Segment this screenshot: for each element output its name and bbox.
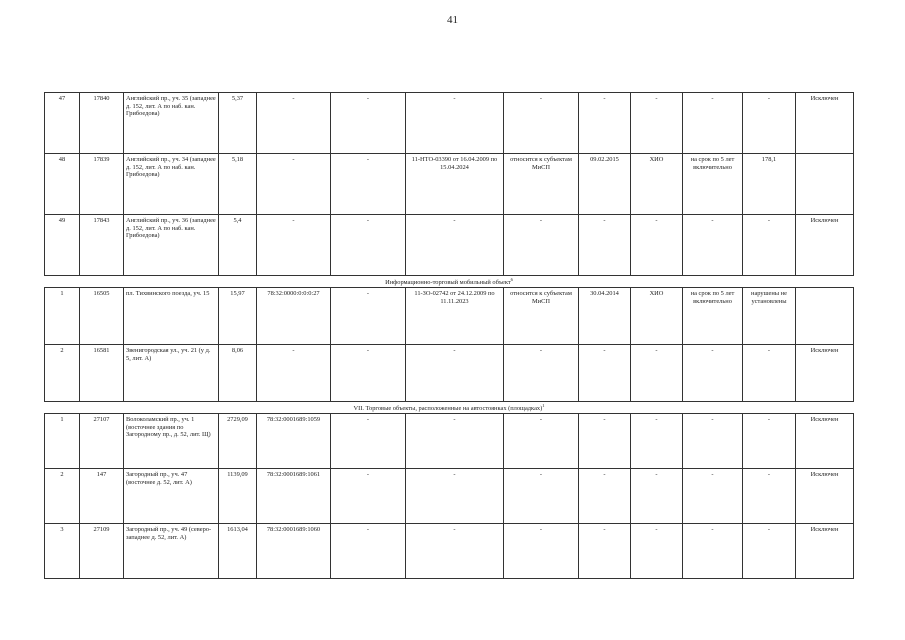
cell-col-4: - (331, 524, 406, 579)
cell-contract: 11-ЗО-02742 от 24.12.2009 по 11.11.2023 (406, 288, 504, 345)
section-footnote-mark: 6 (510, 277, 513, 282)
cell-date: - (579, 93, 631, 154)
cell-contract: - (406, 93, 504, 154)
cell-status: Исключен (796, 414, 854, 469)
cell-term: - (683, 215, 743, 276)
cell-cadastral-number: 78:32:0001689:1060 (257, 524, 331, 579)
cell-area: 15,97 (219, 288, 257, 345)
cell-col-4: - (331, 469, 406, 524)
block-2 (45, 288, 854, 402)
cell-col-4: - (331, 215, 406, 276)
cell-contract: 11-НТО-03390 от 16.04.2009 по 15.04.2024 (406, 154, 504, 215)
section-header-mobile (45, 276, 854, 288)
cell-authority: - (631, 524, 683, 579)
cell-term: на срок по 5 лет включительно (683, 154, 743, 215)
cell-date: - (579, 524, 631, 579)
cell-date: - (579, 414, 631, 469)
cell-status (796, 154, 854, 215)
cell-address: Загородный пр., уч. 49 (северо-западнее д. 52, лит. А) (124, 524, 219, 579)
cell-object-id: 17839 (80, 154, 124, 215)
section-footnote-mark: 1 (542, 403, 545, 408)
table-row (45, 93, 854, 154)
cell-area: 8,06 (219, 345, 257, 402)
cell-cadastral-number: - (257, 93, 331, 154)
page-number: 41 (447, 14, 458, 26)
cell-smb-status: - (504, 414, 579, 469)
cell-cadastral-number: 78:32:0001689:1061 (257, 469, 331, 524)
cell-contract: - (406, 469, 504, 524)
cell-area: 1613,04 (219, 524, 257, 579)
block-1 (45, 93, 854, 276)
cell-status (796, 288, 854, 345)
cell-amount: - (743, 414, 796, 469)
table-row (45, 469, 854, 524)
cell-address: Английский пр., уч. 34 (западнее д. 152, лит. А по наб. кан. Грибоедова) (124, 154, 219, 215)
cell-cadastral-number: - (257, 345, 331, 402)
cell-object-id: 147 (80, 469, 124, 524)
cell-row-number: 2 (45, 345, 80, 402)
cell-amount: - (743, 345, 796, 402)
cell-smb-status: - (504, 345, 579, 402)
cell-col-4: - (331, 414, 406, 469)
cell-address: Звенигородская ул., уч. 21 (у д. 5, лит. А) (124, 345, 219, 402)
cell-authority: - (631, 414, 683, 469)
cell-authority: - (631, 345, 683, 402)
cell-smb-status: - (504, 469, 579, 524)
cell-contract: - (406, 414, 504, 469)
table-row (45, 524, 854, 579)
cell-date: - (579, 215, 631, 276)
table-row (45, 345, 854, 402)
cell-object-id: 27109 (80, 524, 124, 579)
cell-contract: - (406, 345, 504, 402)
cell-contract: - (406, 524, 504, 579)
cell-cadastral-number: 78:32:0001689:1059 (257, 414, 331, 469)
cell-status: Исключен (796, 469, 854, 524)
cell-area: 1139,09 (219, 469, 257, 524)
cell-object-id: 17843 (80, 215, 124, 276)
cell-date: - (579, 345, 631, 402)
cell-row-number: 49 (45, 215, 80, 276)
cell-address: Загородный пр., уч. 47 (восточнее д. 52, лит. А) (124, 469, 219, 524)
cell-object-id: 16581 (80, 345, 124, 402)
cell-row-number: 2 (45, 469, 80, 524)
cell-row-number: 3 (45, 524, 80, 579)
cell-area: 2729,09 (219, 414, 257, 469)
section-header-vii (45, 402, 854, 414)
cell-authority: ХИО (631, 154, 683, 215)
table-row (45, 215, 854, 276)
cell-status: Исключен (796, 524, 854, 579)
block-3 (45, 414, 854, 579)
table-row (45, 414, 854, 469)
cell-col-4: - (331, 345, 406, 402)
cell-authority: ХИО (631, 288, 683, 345)
cell-amount: нарушены не установлены (743, 288, 796, 345)
cell-term: на срок по 5 лет включительно (683, 288, 743, 345)
table-row (45, 288, 854, 345)
cell-term: - (683, 93, 743, 154)
cell-term: - (683, 345, 743, 402)
cell-address: Волоколамский пр., уч. 1 (восточнее здания по Загородному пр., д. 52, лит. Щ) (124, 414, 219, 469)
cell-cadastral-number: - (257, 215, 331, 276)
cell-address: пл. Тихвинского поезда, уч. 15 (124, 288, 219, 345)
cell-date: - (579, 469, 631, 524)
cell-term: - (683, 414, 743, 469)
cell-col-4: - (331, 93, 406, 154)
cell-authority: - (631, 469, 683, 524)
cell-row-number: 47 (45, 93, 80, 154)
cell-status: Исключен (796, 345, 854, 402)
cell-area: 5,4 (219, 215, 257, 276)
cell-amount: 178,1 (743, 154, 796, 215)
cell-address: Английский пр., уч. 36 (западнее д. 152, лит. А по наб. кан. Грибоедова) (124, 215, 219, 276)
cell-object-id: 17840 (80, 93, 124, 154)
cell-date: 09.02.2015 (579, 154, 631, 215)
cell-smb-status: - (504, 215, 579, 276)
cell-smb-status: - (504, 524, 579, 579)
cell-col-4: - (331, 288, 406, 345)
cell-smb-status: относится к субъектам МиСП (504, 154, 579, 215)
cell-address: Английский пр., уч. 35 (западнее д. 152, лит. А по наб. кан. Грибоедова) (124, 93, 219, 154)
cell-authority: - (631, 215, 683, 276)
cell-contract: - (406, 215, 504, 276)
cell-date: 30.04.2014 (579, 288, 631, 345)
cell-smb-status: относится к субъектам МиСП (504, 288, 579, 345)
register-table (44, 92, 854, 579)
cell-area: 5,18 (219, 154, 257, 215)
cell-amount: - (743, 524, 796, 579)
table-row (45, 154, 854, 215)
cell-row-number: 1 (45, 414, 80, 469)
cell-col-4: - (331, 154, 406, 215)
cell-object-id: 16505 (80, 288, 124, 345)
cell-amount: - (743, 469, 796, 524)
cell-term: - (683, 469, 743, 524)
cell-status: Исключен (796, 215, 854, 276)
cell-smb-status: - (504, 93, 579, 154)
cell-area: 5,37 (219, 93, 257, 154)
cell-cadastral-number: 78:32:0000:0:0:0:27 (257, 288, 331, 345)
cell-row-number: 48 (45, 154, 80, 215)
cell-row-number: 1 (45, 288, 80, 345)
cell-cadastral-number: - (257, 154, 331, 215)
cell-status: Исключен (796, 93, 854, 154)
cell-object-id: 27107 (80, 414, 124, 469)
cell-term: - (683, 524, 743, 579)
cell-authority: - (631, 93, 683, 154)
cell-amount: - (743, 215, 796, 276)
cell-amount: - (743, 93, 796, 154)
section-title: Информационно-торговый мобильный объект (385, 279, 511, 287)
section-title: VII. Торговые объекты, расположенные на автостоянках (площадках) (353, 405, 543, 413)
